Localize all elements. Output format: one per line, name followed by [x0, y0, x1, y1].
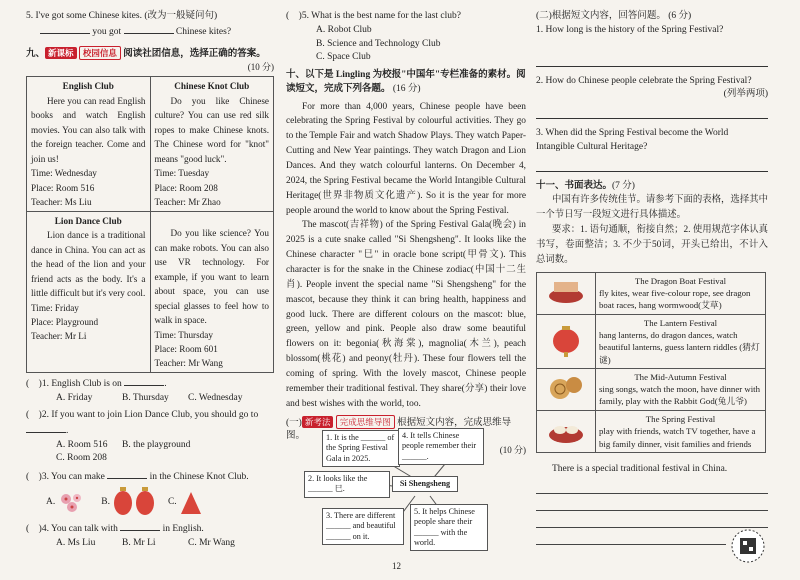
- lantern-icon: [114, 491, 132, 515]
- section-9-heading: 九、 新课标 校园信息 阅读社团信息，选择正确的答案。: [26, 47, 266, 59]
- map-box-2[interactable]: 2. It looks like the ______ 巳.: [304, 471, 390, 498]
- page-number: 12: [392, 561, 401, 571]
- section-11-heading: 十一、书面表达。(7 分): [536, 180, 635, 191]
- club-card: Lion Dance Club Lion dance is a traditional dance in China. You can act as the head of the lion and your friend acts as the body. It's a little difficult but it's very cool. Time: Friday Place: Playground Teacher: Mr Li: [27, 212, 151, 373]
- festival-table: [536, 272, 766, 453]
- festival-row: The Dragon Boat Festival fly kites, wear five-colour rope, see dragon boat races, hang wormwood(艾草): [537, 272, 766, 314]
- answer-question-1: 1. How long is the history of the Spring Festival?: [536, 24, 724, 35]
- q5-option-c[interactable]: C. Space Club: [316, 52, 371, 63]
- lantern-icon: [136, 491, 154, 515]
- passage-paragraph-2: The mascot(吉祥物) of the Spring Festival Gala(晚会) in 2025 is a cute snake called "Si Shengsheng". It looks like the Chinese character "巳" in oracle bone script(甲骨文). This character is for the snake in the Chinese zodiac(中国十二生肖). People invent the special name "Si Shengsheng" for the mascot, because they think it can bring health, happiness and good luck. There are different colours on the mascot: blue, green, yellow and pink. People also draw some beautiful flowers on it: begonia(秋海棠), magnolia(木兰), peach blossom(桃花) and peony(牡丹). These four flowers tell the coming of spring. With the lovely mascot, Chinese people remember their traditional festival. They share(分享) their love and best wishes with the world, too.: [286, 220, 526, 409]
- answer-line[interactable]: [536, 157, 768, 172]
- passage-paragraph-1: For more than 4,000 years, Chinese people have been celebrating the Spring Festival by colourful activities. They go to the Temple Fair and watch Shadow Plays. They watch Paper-Cutting and New Year paintings. They watch Dragon and Lion Dances. And they watch colourful lanterns. On December 4, 2024, the Spring Festival became the World Intangible Cultural Heritage(世界非物质文化遗产). So it is the year for more people around the world to know about the Spring Festival.: [286, 101, 526, 216]
- option-b[interactable]: B.: [101, 491, 154, 515]
- map-box-5[interactable]: 5. It helps Chinese people share their ______ with the world.: [410, 504, 488, 551]
- writing-line[interactable]: [536, 477, 768, 494]
- left-column: [26, 10, 274, 550]
- q5-answer-line: you got Chinese kites?: [26, 24, 274, 40]
- writing-line[interactable]: [536, 528, 726, 545]
- middle-column: [286, 10, 526, 457]
- answer-line[interactable]: [536, 52, 768, 67]
- map-box-3[interactable]: 3. There are different ______ and beautiful ______ on it.: [322, 508, 404, 545]
- blank-input[interactable]: [40, 24, 90, 34]
- club-card: Do you like science? You can make robots. You can also use VR technology. For example, if you want to learn about space, you can use special glasses to feel how to walk in space. Time: Thursday Place: Room 601 Teacher: Mr Wang: [150, 212, 274, 373]
- map-box-1[interactable]: 1. It is the ______ of the Spring Festival Gala in 2025.: [322, 430, 400, 467]
- festival-row: The Lantern Festival hang lanterns, do dragon dances, watch beautiful lanterns, guess lantern riddles (猜灯谜): [537, 314, 766, 368]
- q5-option-b[interactable]: B. Science and Technology Club: [316, 38, 441, 49]
- section-11-requirements: 要求：1. 语句通顺，衔接自然；2. 使用规范字体认真书写，卷面整洁；3. 不少于50词，开头已给出，不计入总词数。: [536, 225, 768, 265]
- dragon-boat-icon: [546, 276, 586, 306]
- blank-input[interactable]: [107, 469, 147, 479]
- question-2: ( )2. If you want to join Lion Dance Club, you should go to . A. Room 516 B. the playground C. Room 208: [26, 410, 259, 464]
- section-11-intro: 中国有许多传统佳节。请参考下面的表格，选择其中一个节日写一段短文进行具体描述。: [536, 195, 768, 221]
- lantern-icon: [546, 323, 586, 357]
- question-1: ( )1. English Club is on . A. Friday B. Thursday C. Wednesday: [26, 376, 274, 406]
- option-a[interactable]: A.: [46, 492, 87, 514]
- section-9-points: (10 分): [247, 62, 274, 73]
- part-1-heading: (一) 新考法 完成思维导图 根据短文内容，完成思维导图。: [286, 416, 512, 442]
- blank-input[interactable]: [124, 24, 174, 34]
- map-center: Si Shengsheng: [392, 476, 458, 492]
- dumplings-icon: [546, 415, 586, 445]
- option-c[interactable]: C.: [168, 492, 201, 514]
- club-card: English Club Here you can read English books and watch English movies. You can also talk with the foreign teacher. Come and join us! Time: Wednesday Place: Room 516 Teacher: Ms Liu: [27, 77, 151, 212]
- chinese-knot-icon: [181, 492, 201, 514]
- flowers-icon: [59, 492, 87, 514]
- map-box-4[interactable]: 4. It tells Chinese people remember their ______.: [398, 428, 484, 465]
- q2-hint: (列举两项): [723, 89, 768, 100]
- q5-rewrite: 5. I've got some Chinese kites. (改为一般疑问句): [26, 11, 218, 21]
- part-2-heading: (二)根据短文内容，回答问题。 (6 分): [536, 11, 692, 21]
- question-4: ( )4. You can talk with in English. A. Ms Liu B. Mr Li C. Mr Wang: [26, 521, 274, 551]
- festival-row: The Spring Festival play with friends, watch TV together, have a big family dinner, visit families and friends: [537, 411, 766, 453]
- q5-option-a[interactable]: A. Robot Club: [316, 24, 372, 35]
- clubs-table: [26, 76, 274, 373]
- answer-question-2: 2. How do Chinese people celebrate the Spring Festival?: [536, 75, 752, 86]
- right-column: [536, 10, 768, 545]
- answer-line[interactable]: [536, 104, 768, 119]
- question-3: ( )3. You can make in the Chinese Knot Club. A. B. C.: [26, 469, 274, 515]
- section-10-heading: 十、以下是 Lingling 为校报"中国年"专栏准备的素材。阅读短文，完成下列各题。 (16 分): [286, 70, 526, 94]
- mooncake-icon: [546, 371, 586, 405]
- blank-input[interactable]: [124, 376, 164, 386]
- club-card: Chinese Knot Club Do you like Chinese culture? You can use red silk ropes to make Chinese knots. The Chinese word for "knot" means "good luck". Time: Tuesday Place: Room 208 Teacher: Mr Zhao: [150, 77, 274, 212]
- writing-starter: There is a special traditional festival in China.: [552, 464, 728, 475]
- answer-question-3: 3. When did the Spring Festival become the World Intangible Cultural Heritage?: [536, 128, 729, 152]
- festival-row: The Mid-Autumn Festival sing songs, watch the moon, have dinner with family, play with the Rabbit God(兔儿爷): [537, 368, 766, 410]
- writing-line[interactable]: [536, 494, 768, 511]
- writing-line[interactable]: [536, 511, 768, 528]
- blank-input[interactable]: [26, 423, 66, 433]
- blank-input[interactable]: [120, 521, 160, 531]
- part-1-points: (10 分): [499, 445, 526, 456]
- question-5: ( )5. What is the best name for the last club?: [286, 11, 462, 21]
- mind-map: [300, 428, 520, 560]
- qr-badge-icon: [730, 528, 766, 564]
